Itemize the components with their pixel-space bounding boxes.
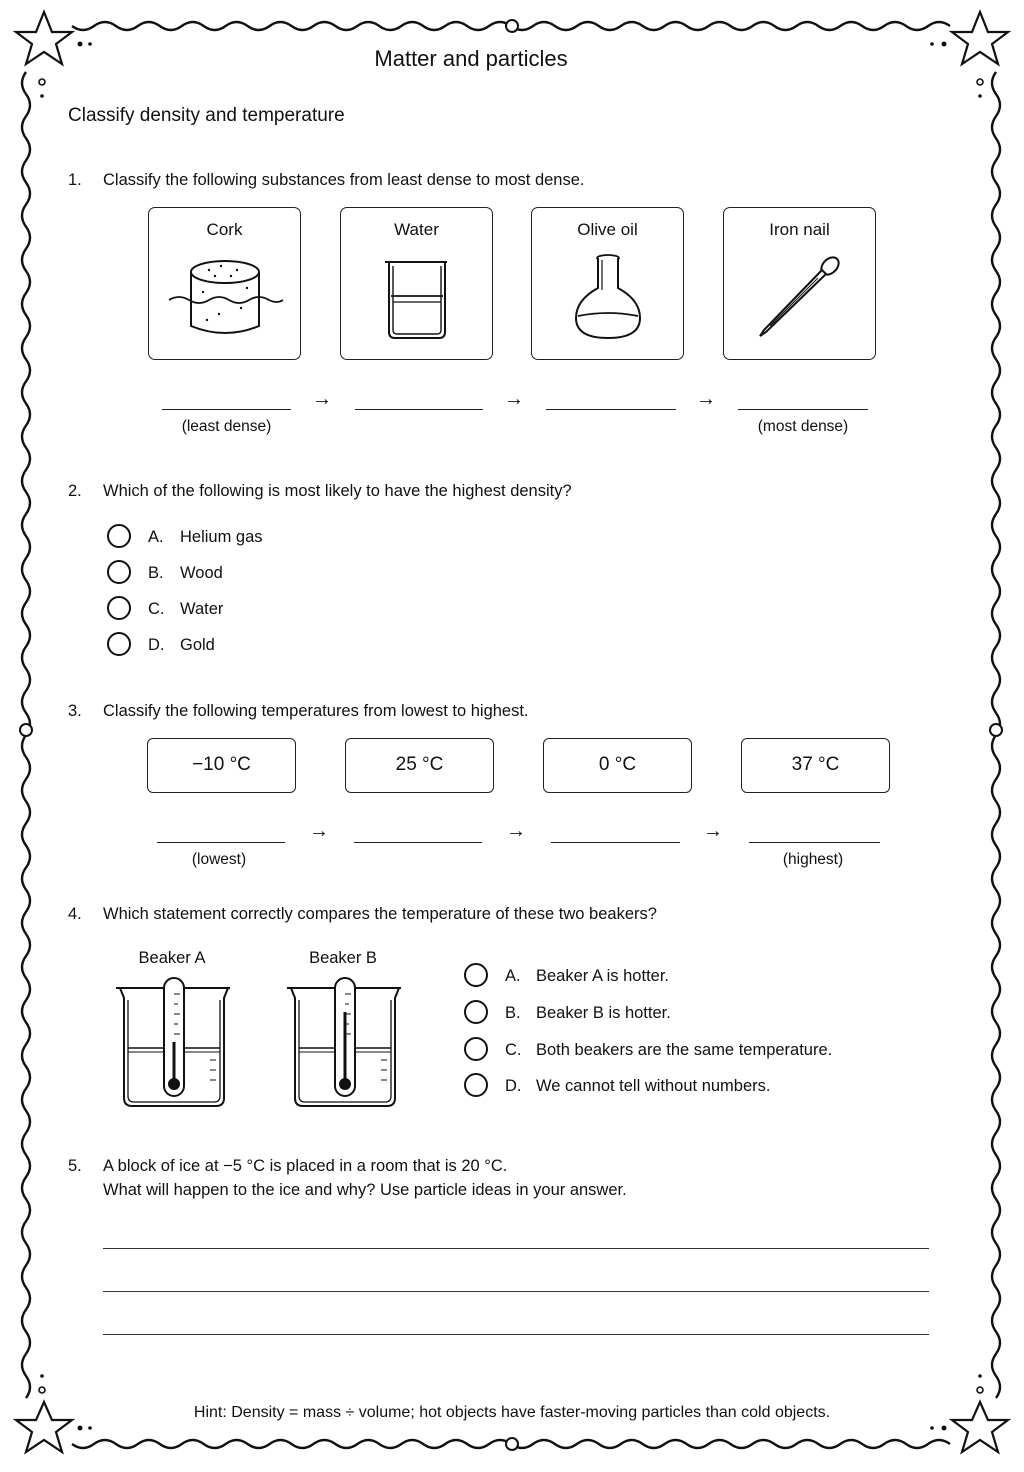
question-5-number: 5.: [68, 1157, 82, 1175]
page-subtitle: Classify density and temperature: [68, 105, 345, 126]
temperature-card[interactable]: 37 °C: [741, 738, 890, 793]
card-label: Iron nail: [769, 220, 830, 239]
substance-card-water[interactable]: [340, 207, 493, 360]
page-title: Matter and particles: [374, 46, 568, 71]
beaker-thermometer-icon: [283, 972, 407, 1112]
answer-blank[interactable]: [355, 409, 483, 410]
question-5-line-2: What will happen to the ice and why? Use particle ideas in your answer.: [103, 1181, 627, 1199]
answer-blank[interactable]: [546, 409, 676, 410]
option-radio-c[interactable]: [107, 596, 131, 620]
option-text: Helium gas: [180, 528, 263, 546]
cork-icon: [149, 208, 300, 359]
option-text: Beaker A is hotter.: [536, 967, 669, 985]
option-letter: B.: [148, 564, 164, 582]
answer-blank[interactable]: [749, 842, 880, 843]
question-1-text: Classify the following substances from least dense to most dense.: [103, 171, 585, 189]
arrow-icon: →: [696, 388, 716, 410]
option-letter: D.: [505, 1077, 522, 1095]
caption-highest: (highest): [782, 851, 844, 868]
substance-card-cork[interactable]: [148, 207, 301, 360]
option-letter: C.: [505, 1041, 522, 1059]
question-4-number: 4.: [68, 905, 82, 923]
arrow-icon: →: [703, 820, 723, 842]
card-label: Cork: [206, 220, 243, 239]
answer-blank[interactable]: [162, 409, 291, 410]
option-radio-d[interactable]: [464, 1073, 488, 1097]
answer-line[interactable]: [103, 1291, 929, 1292]
caption-least-dense: (least dense): [181, 418, 272, 435]
option-text: Gold: [180, 636, 215, 654]
olive-oil-flask-icon: [532, 208, 683, 359]
beaker-b-label: Beaker B: [309, 949, 377, 967]
option-text: Wood: [180, 564, 223, 582]
option-text: We cannot tell without numbers.: [536, 1077, 771, 1095]
option-letter: D.: [148, 636, 165, 654]
option-radio-b[interactable]: [107, 560, 131, 584]
substance-card-iron-nail[interactable]: [723, 207, 876, 360]
hint-text: Hint: Density = mass ÷ volume; hot objects have faster-moving particles than cold objects.: [193, 1404, 831, 1421]
beaker-a-label: Beaker A: [138, 949, 206, 967]
card-label: Olive oil: [577, 220, 638, 239]
option-radio-a[interactable]: [464, 963, 488, 987]
question-2-number: 2.: [68, 482, 82, 500]
option-letter: B.: [505, 1004, 521, 1022]
card-label: Water: [394, 220, 439, 239]
question-1-number: 1.: [68, 171, 82, 189]
question-2-text: Which of the following is most likely to have the highest density?: [103, 482, 572, 500]
temperature-card[interactable]: −10 °C: [147, 738, 296, 793]
question-3-number: 3.: [68, 702, 82, 720]
caption-most-dense: (most dense): [757, 418, 849, 435]
question-5-line-1: A block of ice at −5 °C is placed in a room that is 20 °C.: [103, 1157, 508, 1175]
option-letter: A.: [148, 528, 164, 546]
water-beaker-icon: [341, 208, 492, 359]
option-text: Water: [180, 600, 224, 618]
option-radio-b[interactable]: [464, 1000, 488, 1024]
iron-nail-icon: [724, 208, 875, 359]
option-radio-c[interactable]: [464, 1037, 488, 1061]
arrow-icon: →: [506, 820, 526, 842]
option-radio-d[interactable]: [107, 632, 131, 656]
beaker-thermometer-icon: [112, 972, 236, 1112]
temperature-card[interactable]: 25 °C: [345, 738, 494, 793]
question-3-text: Classify the following temperatures from lowest to highest.: [103, 702, 529, 720]
star-icon: [952, 12, 1008, 64]
substance-card-olive-oil[interactable]: [531, 207, 684, 360]
arrow-icon: →: [312, 388, 332, 410]
answer-blank[interactable]: [551, 842, 680, 843]
option-letter: A.: [505, 967, 521, 985]
option-radio-a[interactable]: [107, 524, 131, 548]
caption-lowest: (lowest): [191, 851, 247, 868]
option-letter: C.: [148, 600, 165, 618]
temperature-card[interactable]: 0 °C: [543, 738, 692, 793]
answer-blank[interactable]: [738, 409, 868, 410]
answer-line[interactable]: [103, 1334, 929, 1335]
arrow-icon: →: [504, 388, 524, 410]
option-text: Beaker B is hotter.: [536, 1004, 671, 1022]
answer-blank[interactable]: [157, 842, 285, 843]
option-text: Both beakers are the same temperature.: [536, 1041, 833, 1059]
arrow-icon: →: [309, 820, 329, 842]
answer-line[interactable]: [103, 1248, 929, 1249]
question-4-text: Which statement correctly compares the temperature of these two beakers?: [103, 905, 657, 923]
answer-blank[interactable]: [354, 842, 482, 843]
